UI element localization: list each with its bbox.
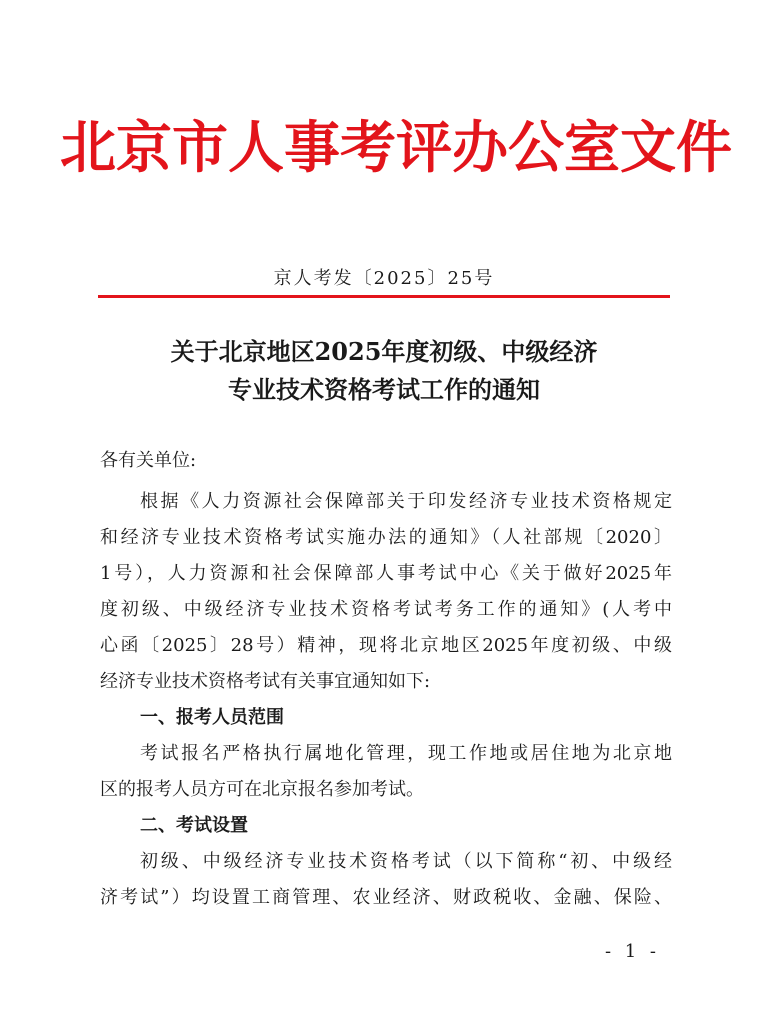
- paragraph-line: 经济专业技术资格考试有关事宜通知如下:: [100, 671, 431, 692]
- document-title: [60, 333, 708, 409]
- section-heading: 一、报考人员范围: [140, 707, 284, 728]
- salutation: 各有关单位:: [100, 450, 197, 471]
- paragraph-line: 度初级、中级经济专业技术资格考试考务工作的通知》(人考中: [100, 599, 672, 620]
- document-header: 北京市人事考评办公室文件: [60, 115, 732, 181]
- paragraph-line: 1号），人力资源和社会保障部人事考试中心《关于做好2025年: [100, 563, 672, 584]
- paragraph-line: 济考试”）均设置工商管理、农业经济、财政税收、金融、保险、: [100, 887, 672, 908]
- title-line: 专业技术资格考试工作的通知: [228, 375, 540, 404]
- paragraph-line: 考试报名严格执行属地化管理，现工作地或居住地为北京地: [140, 743, 672, 764]
- title-line: 关于北京地区2025年度初级、中级经济: [170, 337, 598, 366]
- section-heading: 二、考试设置: [140, 815, 248, 836]
- paragraph-line: 区的报考人员方可在北京报名参加考试。: [100, 779, 424, 800]
- document-body: [100, 484, 672, 916]
- paragraph-line: 初级、中级经济专业技术资格考试（以下简称“初、中级经: [140, 851, 672, 872]
- paragraph-line: 根据《人力资源社会保障部关于印发经济专业技术资格规定: [140, 491, 672, 512]
- red-divider-line: [98, 295, 670, 298]
- paragraph-line: 心函〔2025〕28号）精神，现将北京地区2025年度初级、中级: [100, 635, 672, 656]
- paragraph-line: 和经济专业技术资格考试实施办法的通知》（人社部规〔2020〕: [100, 527, 672, 548]
- document-number: 京人考发〔2025〕25号: [273, 268, 495, 289]
- page-number: - 1 -: [604, 941, 660, 962]
